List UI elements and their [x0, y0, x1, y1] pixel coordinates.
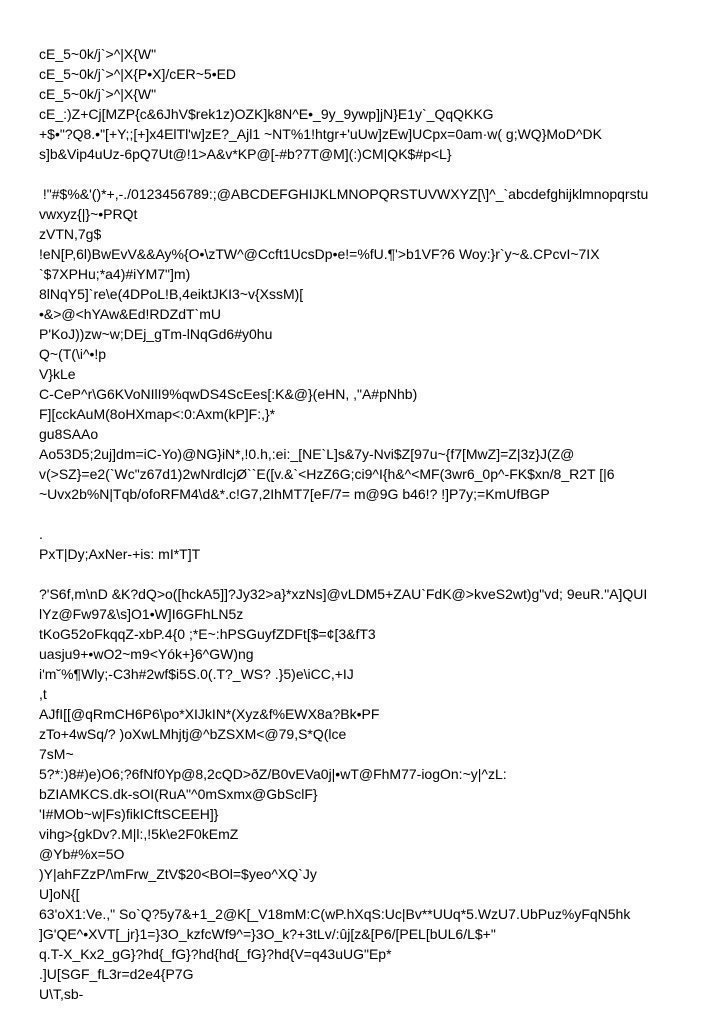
text-line: zTo+4wSq/? )oXwLMhjtj@^bZSXM<@79,S*Q(lce: [39, 726, 347, 742]
text-line: .]U[SGF_fL3r=d2e4{P7G: [39, 966, 194, 982]
text-line: •&>@<hYAw&Ed!RDZdT`mU: [39, 306, 221, 322]
text-line: PxT|Dy;AxNer-+is: mI*T]T: [39, 546, 201, 562]
document-text: [39, 44, 719, 1004]
text-line: bZIAMKCS.dk-sOI(RuA"^0mSxmx@GbSclF}: [39, 786, 318, 802]
text-line: uasju9+•wO2~m9<Yók+}6^GW)ng: [39, 646, 254, 662]
text-line: @Yb#%x=5O: [39, 846, 125, 862]
text-line: ?'S6f,m\nD &K?dQ>o([hckA5]]?Jy32>a}*xzNs]@vLDM5+ZAU`FdK@>kveS2wt)g"vd; 9euR."A]QUI: [39, 586, 648, 602]
text-line: )Y|ahFZzP/\mFrw_ZtV$20<BOl=$yeo^XQ`Jy: [39, 866, 317, 882]
text-line: 'I#MOb~w|Fs)fikICftSCEEH]}: [39, 806, 219, 822]
text-line: F][cckAuM(8oHXmap<:0:Axm(kP]F:,}*: [39, 406, 276, 422]
text-line: v(>SZ}=e2(`Wc"z67d1)2wNrdlcjØ``E([v.&`<HzZ6G;ci9^I{h&^<MF(3wr6_0p^-FK$xn/8_R2T [|6: [39, 466, 615, 482]
text-line: ,t: [39, 686, 47, 702]
text-line: ~Uvx2b%N|Tqb/ofoRFM4\d&*.c!G7,2IhMT7[eF/7= m@9G b46!? !]P7y;=KmUfBGP: [39, 486, 550, 502]
text-line: q.T-X_Kx2_gG}?hd{_fG}?hd{hd{_fG}?hd{V=q43uUG"Ep*: [39, 946, 392, 962]
text-line: 7sM~: [39, 746, 74, 762]
text-line: cE_:)Z+Cj[MZP{c&6JhV$rek1z)OZK]k8N^E•_9y_9ywp]jN}E1y`_QqQKKG: [39, 106, 494, 122]
text-line: U\T,sb-: [39, 986, 84, 1002]
text-line: 5?*:)8#)e)O6;?6fNf0Yp@8,2cQD>ðZ/B0vEVa0j|•wT@FhM77-iogOn:~y|^zL:: [39, 766, 507, 782]
text-line: gu8SAAo: [39, 426, 99, 442]
text-line: +$•"?Q8.•"[+Y;;[+]x4ElTl'w]zE?_Ajl1 ~NT%1!htgr+'uUw]zEw]UCpx=0am·w( g;WQ}MoD^DK: [39, 126, 602, 142]
text-line: AJfI[[@qRmCH6P6\po*XIJkIN*(Xyz&f%EWX8a?Bk•PF: [39, 706, 380, 722]
text-line: cE_5~0k/j`>^|X{W": [39, 86, 157, 102]
text-line: Q~(T(\i^•!p: [39, 346, 107, 362]
text-line: P'KoJ))zw~w;DEj_gTm-lNqGd6#y0hu: [39, 326, 273, 342]
text-line: cE_5~0k/j`>^|X{W": [39, 46, 157, 62]
text-line: lYz@Fw97&\s]O1•W]I6GFhLN5z: [39, 606, 244, 622]
text-line: !eN[P,6l)BwEvV&&Ay%{O•\zTW^@Ccft1UcsDp•e!=%fU.¶'>b1VF?6 Woy:}r`y~&.CPcvI~7IX: [39, 246, 600, 262]
text-line: vihg>{gkDv?.M|l:,!5k\e2F0kEmZ: [39, 826, 239, 842]
text-line: U]oN{[: [39, 886, 80, 902]
paragraph-gap: [39, 564, 719, 584]
text-line: `$7XPHu;*a4)#iYM7"]m): [39, 266, 191, 282]
text-line: ]G'QE^•XVT[_jr}1=}3O_kzfcWf9^=}3O_k?+3tLv/:ûj[z&[P6/[PEL[bUL6/L$+": [39, 926, 496, 942]
text-line: C-CeP^r\G6KVoNIlI9%qwDS4ScEes[:K&@}(eHN, ,"A#pNhb): [39, 386, 418, 402]
text-line: s]b&Vip4uUz-6pQ7Ut@!1>A&v*KP@[-#b?7T@M](:)CM|QK$#p<L}: [39, 146, 452, 162]
text-line: zVTN,7g$: [39, 226, 102, 242]
paragraph-gap: [39, 504, 719, 524]
paragraph-gap: [39, 164, 719, 184]
text-line: cE_5~0k/j`>^|X{P•X]/cER~5•ED: [39, 66, 237, 82]
text-line: 63'oX1:Ve.," So`Q?5y7&+1_2@K[_V18mM:C(wP.hXqS:Uc|Bv**UUq*5.WzU7.UbPuz%yFqN5hk: [39, 906, 631, 922]
text-line: vwxyz{|}~•PRQt: [39, 206, 138, 222]
text-line: 8lNqY5]`re\e(4DPoL!B,4eiktJKI3~v{XssM)[: [39, 286, 304, 302]
text-line: !"#$%&'()*+,-./0123456789:;@ABCDEFGHIJKLMNOPQRSTUVWXYZ[\]^_`abcdefghijklmnopqrstu: [39, 186, 649, 202]
text-line: .: [39, 526, 43, 542]
text-line: tKoG52oFkqqZ-xbP.4{0 ;*E~:hPSGuyfZDFt[$=¢[3&fT3: [39, 626, 376, 642]
text-line: i'm˘%¶Wly;-C3h#2wf$i5S.0(.T?_WS? .}5)e\iCC,+IJ: [39, 666, 354, 682]
text-line: V}kLe: [39, 366, 76, 382]
text-line: Ao53D5;2uj]dm=iC-Yo)@NG}iN*,!0.h,:ei:_[NE`L]s&7y-Nvi$Z[97u~{f7[MwZ]=Z|3z}J(Z@: [39, 446, 575, 462]
